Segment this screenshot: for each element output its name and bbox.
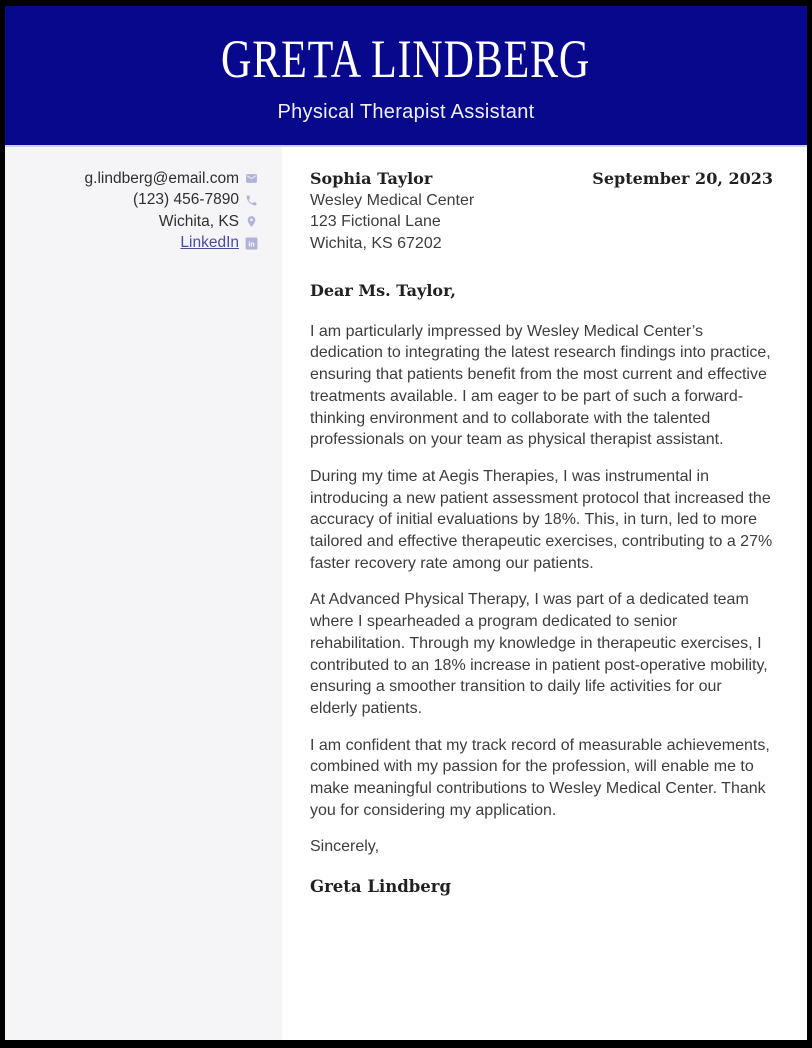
closing: Sincerely,	[310, 838, 380, 856]
linkedin-icon	[245, 237, 258, 250]
contact-location-row	[15, 211, 258, 233]
paragraph-4: I am confident that my track record of measurable achievements, combined with my passion for the profession, will enable me to make meaningful contributions to Wesley Medical Center. Thank you for considering my application.	[310, 736, 770, 819]
salutation: Dear Ms. Taylor,	[310, 281, 456, 300]
letter-body	[282, 147, 807, 1040]
recipient-company: Wesley Medical Center	[310, 191, 475, 209]
location-pin-icon	[245, 215, 258, 228]
svg-text:in: in	[248, 241, 255, 249]
recipient-block	[310, 168, 474, 254]
signature-name: Greta Lindberg	[310, 877, 452, 897]
phone-icon	[245, 194, 258, 207]
contact-email-row	[15, 168, 258, 190]
page-body	[5, 147, 807, 1040]
contact-sidebar	[5, 147, 282, 1040]
letter-date: September 20, 2023	[592, 169, 773, 188]
recipient-street: 123 Fictional Lane	[310, 213, 441, 230]
contact-linkedin-row	[15, 233, 258, 255]
paragraph-3: At Advanced Physical Therapy, I was part of a dedicated team where I spearheaded a program dedicated to senior rehabilitation. Through my knowledge in therapeutic exercises, I contributed to an 18% increase in patient post-operative mobility, ensuring a smoother transition to daily life activities for our elderly patients.	[310, 591, 768, 717]
candidate-job-title: Physical Therapist Assistant	[277, 100, 535, 123]
recipient-name: Sophia Taylor	[310, 169, 433, 188]
linkedin-link[interactable]: LinkedIn	[180, 234, 239, 252]
candidate-name: GRETA LINDBERG	[221, 28, 591, 89]
letter-header	[5, 6, 807, 147]
recipient-city: Wichita, KS 67202	[310, 234, 442, 252]
letter-top-row	[310, 168, 773, 254]
contact-phone: (123) 456-7890	[133, 191, 239, 209]
contact-email: g.lindberg@email.com	[84, 169, 239, 187]
paragraph-2: During my time at Aegis Therapies, I was instrumental in introducing a new patient assessment protocol that increased the accuracy of initial evaluations by 18%. This, in turn, led to more tailored and effective therapeutic exercises, contributing to a 27% faster recovery rate among our patients.	[310, 467, 773, 572]
paragraph-1: I am particularly impressed by Wesley Medical Center’s dedication to integrating the latest research findings into practice, ensuring that patients benefit from the most current and effective treatments available. I am eager to be part of such a forward-thinking environment and to collaborate with the talented professionals on your team as physical therapist assistant.	[310, 322, 771, 449]
contact-location: Wichita, KS	[158, 212, 239, 230]
email-icon	[245, 172, 258, 185]
contact-phone-row	[15, 190, 258, 212]
